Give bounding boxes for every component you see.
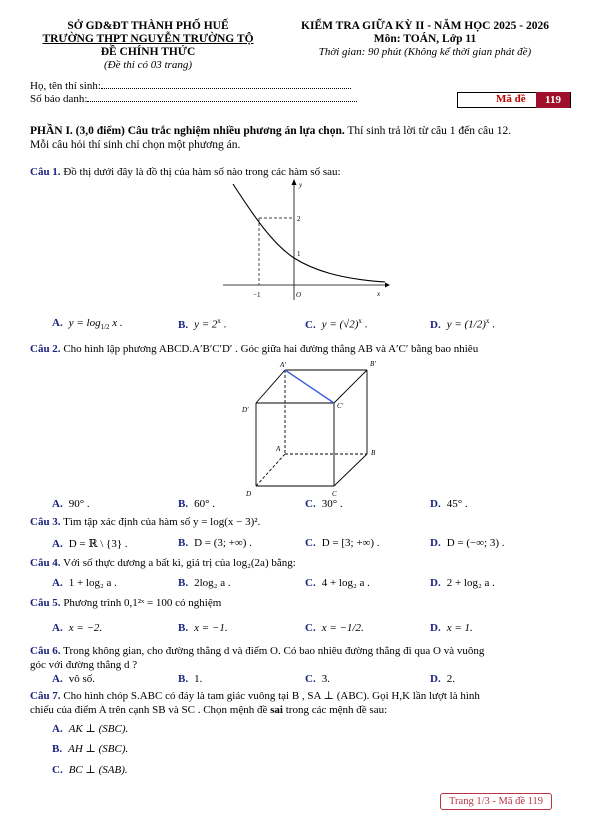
- q1-option-c[interactable]: C. $y = (√2)^x$ .: [305, 317, 368, 331]
- q5-option-b[interactable]: B. x = −1.: [178, 622, 228, 634]
- q5-option-c[interactable]: C. x = −1/2.: [305, 622, 364, 634]
- q7-option-b[interactable]: B. AH ⊥ (SBC).: [52, 743, 129, 755]
- exam-code-box: [457, 92, 571, 108]
- q7-option-a[interactable]: A. AK ⊥ (SBC).: [52, 723, 129, 735]
- exam-title: KIỂM TRA GIỮA KỲ II - NĂM HỌC 2025 - 2026: [301, 20, 549, 32]
- tick-2-label: 2: [297, 215, 301, 223]
- header-official: ĐỀ CHÍNH THỨC: [100, 46, 196, 58]
- y-label: y: [299, 181, 303, 189]
- header-department: SỞ GD&ĐT THÀNH PHỐ HUẾ: [67, 20, 229, 32]
- q1-option-a[interactable]: A. $y = \log_{1/2} x$ .: [52, 317, 123, 332]
- vertex-a: A: [276, 445, 281, 453]
- q2-option-c[interactable]: C. 30° .: [305, 498, 343, 510]
- cube-figure: [230, 358, 390, 500]
- q3-option-a[interactable]: A. D = ℝ \ {3} .: [52, 538, 128, 550]
- q6-option-c[interactable]: C. 3.: [305, 673, 330, 685]
- q6-option-a[interactable]: A. vô số.: [52, 673, 95, 685]
- page-footer: Trang 1/3 - Mã đề 119: [440, 793, 552, 810]
- question-7: Câu 7. Cho hình chóp S.ABC có đáy là tam giác vuông tại B , SA ⊥ (ABC). Gọi H,K lần lượt là hình: [30, 690, 480, 702]
- origin-label: O: [296, 291, 302, 299]
- exam-subject: Môn: TOÁN, Lớp 11: [373, 33, 477, 45]
- candidate-id-field: Số báo danh:: [30, 93, 357, 105]
- q4-option-d[interactable]: D. 2 + log₂ a .: [430, 577, 495, 589]
- q2-option-d[interactable]: D. 45° .: [430, 498, 468, 510]
- q2-option-a[interactable]: A. 90° .: [52, 498, 90, 510]
- x-axis-arrow: [385, 283, 390, 288]
- q3-option-c[interactable]: C. D = [3; +∞) .: [305, 537, 380, 549]
- exponential-graph: [215, 176, 390, 304]
- q7-option-c[interactable]: C. BC ⊥ (SAB).: [52, 764, 128, 776]
- question-3: Câu 3. Tìm tập xác định của hàm số y = log(x − 3)².: [30, 516, 261, 528]
- q4-option-c[interactable]: C. 4 + log₂ a .: [305, 577, 370, 589]
- q2-option-b[interactable]: B. 60° .: [178, 498, 215, 510]
- exam-code-label: Mã đề: [496, 93, 526, 105]
- question-5: Câu 5. Phương trình 0,1²ˣ = 100 có nghiệm: [30, 597, 222, 609]
- exam-duration: Thời gian: 90 phút (Không kể thời gian phát đề): [318, 46, 532, 58]
- q5-option-a[interactable]: A. x = −2.: [52, 622, 103, 634]
- x-label: x: [377, 290, 381, 298]
- question-7-line2: chiếu của điểm A trên cạnh SB và SC . Chọn mệnh đề sai trong các mệnh đề sau:: [30, 704, 388, 716]
- vertex-b: B: [371, 449, 376, 457]
- question-2: Câu 2. Cho hình lập phương ABCD.A′B′C′D′ . Góc giữa hai đường thẳng AB và A′C′ bằng bao nhiêu: [30, 343, 479, 355]
- q1-option-d[interactable]: D. $y = (1/2)^x$ .: [430, 317, 495, 331]
- vertex-d1: D′: [242, 406, 249, 414]
- q3-option-d[interactable]: D. D = (−∞; 3) .: [430, 537, 505, 549]
- vertex-a1: A′: [280, 361, 286, 369]
- y-axis-arrow: [292, 179, 297, 185]
- q5-option-d[interactable]: D. x = 1.: [430, 622, 473, 634]
- q6-option-b[interactable]: B. 1.: [178, 673, 203, 685]
- tick-1-label: 1: [297, 250, 301, 258]
- q4-option-b[interactable]: B. 2log₂ a .: [178, 577, 231, 589]
- question-1: Câu 1. Đồ thị dưới đây là đồ thị của hàm số nào trong các hàm số sau:: [30, 166, 341, 178]
- header-pages: (Đề thi có 03 trang): [104, 59, 192, 71]
- q1-option-b[interactable]: B. $y = 2^x$ .: [178, 317, 227, 331]
- question-6-line2: góc với đường thẳng d ?: [30, 659, 138, 671]
- question-4: Câu 4. Với số thực dương a bất kì, giá trị của log₂(2a) bằng:: [30, 557, 296, 569]
- question-6: Câu 6. Trong không gian, cho đường thẳng d và điểm O. Có bao nhiêu đường thẳng đi qua O và vuông: [30, 645, 485, 657]
- tick-neg1-label: −1: [253, 291, 261, 299]
- vertex-d: D: [246, 490, 252, 498]
- q3-option-b[interactable]: B. D = (3; +∞) .: [178, 537, 252, 549]
- segment-a1c1: [285, 370, 334, 403]
- function-curve: [233, 184, 385, 282]
- header-school: TRƯỜNG THPT NGUYỄN TRƯỜNG TỘ: [42, 33, 254, 45]
- q4-option-a[interactable]: A. 1 + log₂ a .: [52, 577, 117, 589]
- vertex-b1: B′: [370, 360, 376, 368]
- vertex-c1: C′: [337, 402, 344, 410]
- exam-code-value: 119: [536, 92, 570, 108]
- part1-instructions: PHẦN I. (3,0 điểm) Câu trắc nghiệm nhiều phương án lựa chọn. Thí sinh trả lời từ câu 1 đến câu 12.: [30, 125, 512, 137]
- vertex-c: C: [332, 490, 337, 498]
- part1-instructions-line2: Mỗi câu hỏi thí sinh chỉ chọn một phương án.: [30, 139, 241, 151]
- candidate-name-field: Họ, tên thí sinh:: [30, 80, 351, 92]
- q6-option-d[interactable]: D. 2.: [430, 673, 455, 685]
